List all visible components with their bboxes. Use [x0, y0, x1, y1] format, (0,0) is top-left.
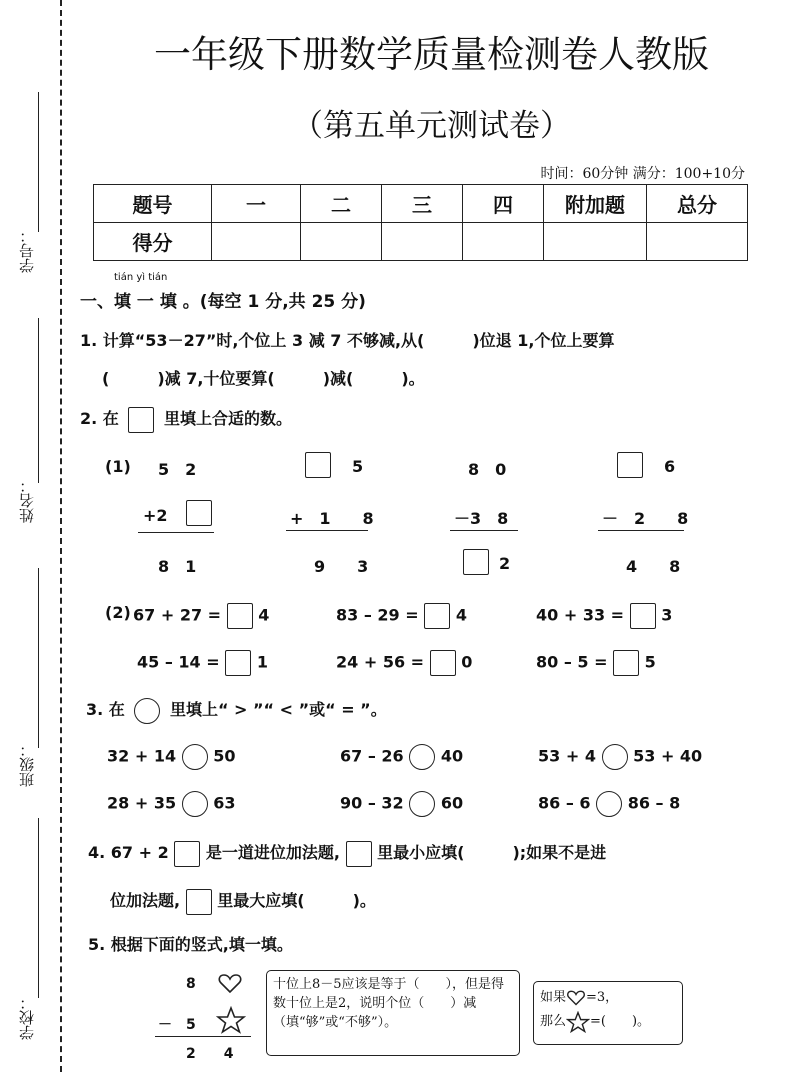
q5-hint-panel: 十位上8－5应该是等于（ ），但是得数十位上是2，说明个位（ ）减（填“够”或“不够”）。: [266, 970, 520, 1056]
compare-circle[interactable]: [409, 744, 435, 770]
eq-left: 24 + 56 =: [336, 652, 425, 672]
score-cell[interactable]: [301, 223, 382, 261]
score-cell[interactable]: [212, 223, 301, 261]
eq-right: 4: [455, 605, 467, 625]
eq-answer-box[interactable]: [630, 603, 656, 629]
school-label: 学校：: [18, 995, 36, 1040]
compare-right: 63: [213, 793, 236, 813]
score-header-cell: 一: [212, 185, 301, 223]
q4-part-a: 4. 67 + 2: [88, 843, 169, 862]
q1-line1: 1. 计算“53－27”时,个位上 3 减 7 不够减,从( )位退 1,个位上要算: [80, 331, 615, 350]
time-score-info: 时间：60分钟 满分：100+10分: [540, 166, 745, 182]
v3-op: －3 8: [454, 509, 509, 528]
score-cell[interactable]: [647, 223, 748, 261]
eq-answer-box[interactable]: [430, 650, 456, 676]
compare-left: 53 + 4: [538, 746, 596, 766]
square-box-icon: [128, 407, 154, 433]
v3-rule: [450, 530, 518, 531]
circle-icon: [134, 698, 160, 724]
eq-right: 3: [661, 605, 673, 625]
student-id-label: 学号：: [18, 228, 36, 273]
score-header-cell: 题号: [94, 185, 212, 223]
q5-result: 2 4: [186, 1046, 234, 1062]
q5-answer-panel: [533, 981, 683, 1045]
v1-rule: [138, 532, 214, 533]
compare-right: 50: [213, 746, 236, 766]
score-header-cell: 四: [463, 185, 544, 223]
score-cell[interactable]: [463, 223, 544, 261]
eq2: [336, 603, 467, 629]
q1-line2: ( )减 7,十位要算( )减( )。: [102, 369, 425, 388]
q4-part-b: 是一道进位加法题,: [205, 843, 340, 862]
eq-right: 4: [258, 605, 270, 625]
section-pinyin: tián yì tián: [114, 272, 168, 283]
v2-answer-box[interactable]: [305, 452, 331, 478]
v3-top: 8 0: [468, 460, 507, 479]
compare-item: [107, 744, 236, 770]
eq5: [336, 650, 472, 676]
compare-left: 86 – 6: [538, 793, 591, 813]
compare-circle[interactable]: [596, 791, 622, 817]
q2-part2-label: (2): [105, 603, 131, 622]
q5-then-line: [540, 1010, 676, 1034]
compare-left: 32 + 14: [107, 746, 177, 766]
class-label: 班级：: [18, 742, 36, 787]
q2-prompt-start: 2. 在: [80, 409, 119, 428]
eq-left: 83 – 29 =: [336, 605, 419, 625]
v2-rule: [286, 530, 368, 531]
v2-result: 9 3: [314, 557, 369, 576]
q3-prompt-end: 里填上“ > ”“ < ”或“ = ”。: [169, 700, 387, 719]
student-id-line: [38, 92, 39, 232]
v4-answer-box[interactable]: [617, 452, 643, 478]
v4-rule: [598, 530, 684, 531]
compare-item: [538, 744, 702, 770]
q4-part-c: 里最小应填( );如果不是进: [377, 843, 607, 862]
eq-answer-box[interactable]: [227, 603, 253, 629]
eq-right: 0: [461, 652, 473, 672]
q3-prompt: [86, 697, 387, 724]
q5-rule: [155, 1036, 251, 1037]
page-title: 一年级下册数学质量检测卷人教版: [154, 33, 709, 76]
v3-answer-box[interactable]: [463, 549, 489, 575]
compare-right: 40: [440, 746, 464, 766]
v4-result: 4 8: [626, 557, 681, 576]
score-header-cell: 总分: [647, 185, 748, 223]
eq3: [536, 603, 672, 629]
q5-then-text: 那么: [540, 1014, 567, 1029]
eq6: [536, 650, 656, 676]
score-table-header-row: [94, 185, 748, 223]
q5-op: － 5: [158, 1017, 196, 1033]
name-line: [38, 318, 39, 483]
score-header-cell: 附加题: [544, 185, 647, 223]
score-table: [93, 184, 748, 261]
score-row-label: 得分: [94, 223, 212, 261]
compare-circle[interactable]: [409, 791, 435, 817]
star-icon: [566, 1011, 590, 1033]
compare-item: [107, 791, 236, 817]
compare-right: 53 + 40: [633, 746, 703, 766]
eq4: [137, 650, 268, 676]
v2-op: + 1 8: [290, 509, 374, 528]
compare-right: 86 – 8: [627, 793, 681, 813]
q4-line2: [110, 888, 376, 915]
q2-part1-label: (1): [105, 457, 131, 476]
eq-answer-box[interactable]: [613, 650, 639, 676]
q4-answer-box[interactable]: [174, 841, 200, 867]
compare-item: [340, 791, 463, 817]
star-icon: [216, 1006, 246, 1034]
q5-top-digit: 8: [186, 976, 196, 992]
score-header-cell: 二: [301, 185, 382, 223]
compare-right: 60: [440, 793, 464, 813]
compare-circle[interactable]: [602, 744, 628, 770]
class-line: [38, 568, 39, 748]
eq-answer-box[interactable]: [424, 603, 450, 629]
eq-left: 80 – 5 =: [536, 652, 608, 672]
school-line: [38, 818, 39, 998]
v1-top: 5 2: [158, 460, 197, 479]
eq1: [133, 603, 269, 629]
q4-line1: [88, 840, 606, 867]
heart-icon: [218, 972, 242, 994]
eq-left: 40 + 33 =: [536, 605, 625, 625]
v1-result: 8 1: [158, 557, 197, 576]
name-label: 姓名：: [18, 478, 36, 523]
q5-blank: =( )。: [590, 1014, 651, 1029]
compare-left: 67 – 26: [340, 746, 404, 766]
section-heading: 一、填 一 填 。(每空 1 分,共 25 分): [80, 292, 366, 312]
q5-if-text: 如果: [540, 990, 567, 1005]
compare-circle[interactable]: [182, 744, 208, 770]
v1-answer-box[interactable]: [186, 500, 212, 526]
score-table-row: [94, 223, 748, 261]
eq-left: 67 + 27 =: [133, 605, 222, 625]
score-header-cell: 三: [382, 185, 463, 223]
q2-prompt-end: 里填上合适的数。: [163, 409, 292, 428]
square-box-icon: [186, 889, 212, 915]
q4-part-e: 里最大应填( )。: [217, 891, 376, 910]
v3-result: 2: [499, 554, 511, 573]
score-cell[interactable]: [544, 223, 647, 261]
eq-right: 1: [256, 652, 268, 672]
eq-right: 5: [644, 652, 656, 672]
q5-equals-3: =3，: [586, 990, 619, 1005]
square-box-icon: [346, 841, 372, 867]
compare-circle[interactable]: [182, 791, 208, 817]
compare-item: [538, 791, 680, 817]
v4-op: － 2 8: [602, 509, 689, 528]
compare-left: 28 + 35: [107, 793, 177, 813]
compare-left: 90 – 32: [340, 793, 404, 813]
q5-if-line: [540, 986, 676, 1010]
v1-op: +2: [143, 506, 168, 525]
q3-prompt-start: 3. 在: [86, 700, 125, 719]
v2-top: 5: [352, 457, 364, 476]
score-cell[interactable]: [382, 223, 463, 261]
v4-top: 6: [664, 457, 676, 476]
heart-icon: [566, 989, 586, 1006]
eq-left: 45 – 14 =: [137, 652, 220, 672]
q5-prompt: 5. 根据下面的竖式,填一填。: [88, 935, 293, 954]
q4-part-d: 位加法题,: [110, 891, 181, 910]
page-subtitle: （第五单元测试卷）: [292, 108, 571, 144]
q2-prompt: [80, 406, 292, 433]
binding-dashed-line: [60, 0, 62, 1072]
eq-answer-box[interactable]: [225, 650, 251, 676]
compare-item: [340, 744, 463, 770]
